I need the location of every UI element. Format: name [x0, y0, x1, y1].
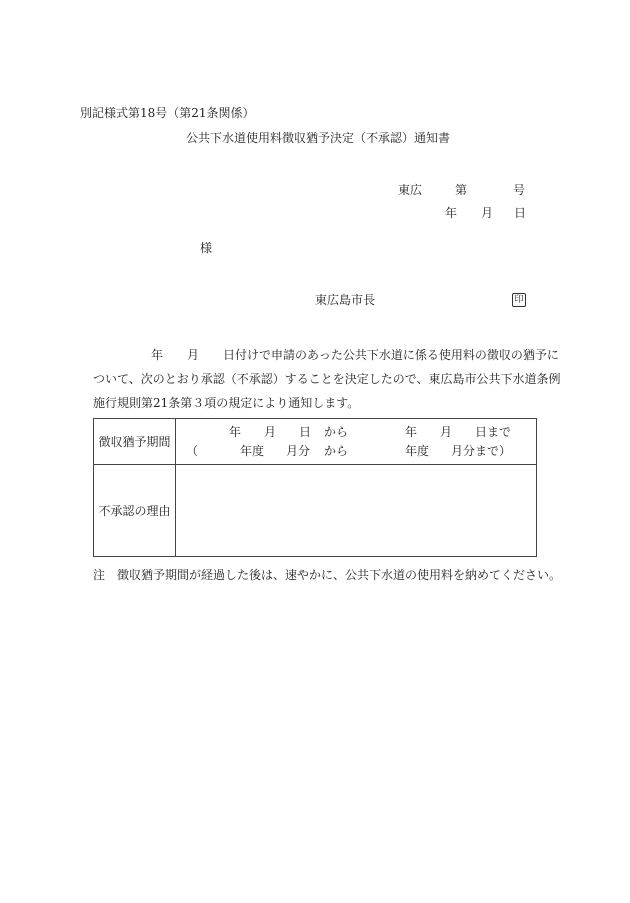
document-title: 公共下水道使用料徴収猶予決定（不承認）通知書 [186, 131, 451, 145]
period-from-month-portion: 月分 [286, 444, 311, 458]
period-to-day: 日まで [475, 425, 512, 439]
period-table [93, 418, 537, 557]
doc-ref-prefix: 東広 [398, 183, 423, 197]
period-to-month-portion: 月分まで） [451, 444, 512, 458]
body-month: 月 [187, 348, 200, 362]
period-from-day: 日 [299, 425, 312, 439]
period-from-kara-2: から [324, 444, 349, 458]
addressee-suffix: 様 [200, 241, 213, 255]
period-from-year: 年 [229, 425, 242, 439]
sender: 東広島市長 [315, 293, 376, 307]
form-number: 別記様式第18号（第21条関係） [80, 106, 255, 120]
doc-ref-go: 号 [513, 183, 526, 197]
reason-cell [176, 465, 537, 557]
body-line1: 日付けで申請のあった公共下水道に係る使用料の徴収の猶予に [223, 348, 559, 362]
period-from-fiscal-year: 年度 [240, 444, 265, 458]
body-line3: 施行規則第21条第３項の規定により通知します。 [93, 396, 360, 410]
reason-label: 不承認の理由 [94, 465, 176, 557]
period-paren-open: （ [186, 444, 199, 458]
date-day: 日 [514, 206, 527, 220]
doc-ref-dai: 第 [455, 183, 468, 197]
period-from-kara: から [324, 425, 349, 439]
body-line2: ついて、次のとおり承認（不承認）することを決定したので、東広島市公共下水道条例 [93, 372, 561, 386]
period-to-fiscal-year: 年度 [405, 444, 430, 458]
period-to-year: 年 [405, 425, 418, 439]
period-cell [176, 419, 537, 465]
body-year: 年 [151, 348, 164, 362]
note: 注 徴収猶予期間が経過した後は、速やかに、公共下水道の使用料を納めてください。 [93, 568, 562, 582]
period-from-month: 月 [264, 425, 277, 439]
seal-mark: 印 [512, 293, 526, 307]
period-label: 徴収猶予期間 [94, 419, 176, 465]
period-to-month: 月 [440, 425, 453, 439]
date-month: 月 [481, 206, 494, 220]
date-year: 年 [445, 206, 458, 220]
